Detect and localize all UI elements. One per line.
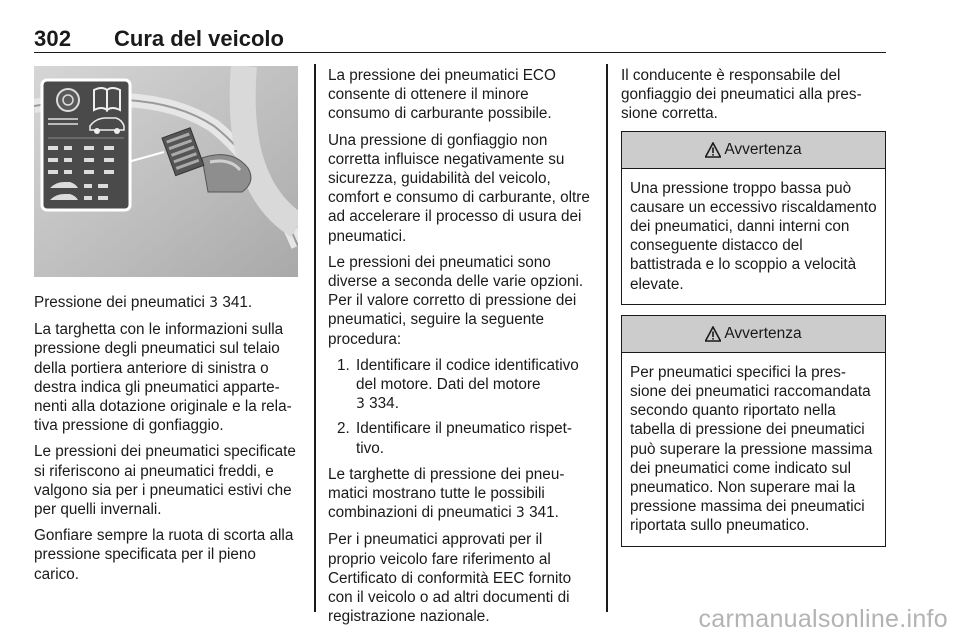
- column-divider: [606, 64, 608, 612]
- paragraph: Le pressioni dei pneumatici sono diverse a seconda delle varie opzioni. Per il valore corretto di pressione dei pneumatici, seguire la seguente procedura:: [328, 253, 584, 348]
- paragraph: Le pressioni dei pneumatici specificate si riferiscono ai pneumatici freddi, e valgono sia per i pneumatici estivi che per quelli invernali.: [34, 443, 296, 519]
- column-3: [621, 66, 886, 557]
- page-reference[interactable]: 341.: [529, 504, 559, 522]
- warning-text: Per pneumatici specifici la pressione dei pneumatici raccomandata secondo quanto riportato nella tabella di pressione dei pneumatici può superare la pressione massima dei pneumatici come indicato sul pneumatico. Non superare mai la pressione massima dei pneumatici riportata sullo pneumatico.: [630, 363, 873, 535]
- warning-title: Avvertenza: [724, 141, 802, 158]
- column-divider: [314, 64, 316, 612]
- warning-text: Una pressione troppo bassa può causare un eccessivo riscaldamento dei pneumatici, danni interni con conseguente distacco del battistrada e lo scoppio a velocità elevate.: [630, 179, 877, 293]
- page-reference[interactable]: 341.: [222, 294, 253, 311]
- tyre-pressure-label-illustration: [34, 66, 298, 277]
- step-item: 2. Identificare il pneumatico rispettivo.: [354, 419, 592, 457]
- paragraph: Gonfiare sempre la ruota di scorta alla pressione specificata per il pieno carico.: [34, 527, 294, 583]
- warning-box: [621, 131, 886, 305]
- paragraph: La targhetta con le informazioni sulla pressione degli pneumatici sul telaio della portiera anteriore di sinistra o destra indica gli pneumatici appartenenti alla dotazione originale e la relativa pressione di gonfiaggio.: [34, 321, 292, 435]
- section-title: Cura del veicolo: [114, 26, 284, 51]
- warning-triangle-icon: [705, 142, 721, 158]
- page-reference-icon: 3: [515, 505, 525, 522]
- warning-box: [621, 315, 886, 547]
- page-number: 302: [34, 26, 72, 51]
- column-1: [34, 66, 300, 591]
- column-2: [328, 66, 592, 633]
- page-reference-icon: 3: [209, 295, 219, 311]
- figure-caption: Pressione dei pneumatici 3 341.: [34, 294, 253, 311]
- watermark: carmanualsonline.info: [698, 605, 948, 633]
- paragraph: Le targhette di pressione dei pneumatici mostrano tutte le possibili combinazioni di pneumatici 3 341.: [328, 465, 565, 522]
- warning-title: Avvertenza: [724, 325, 802, 343]
- procedure-steps: [328, 356, 592, 458]
- paragraph: Una pressione di gonfiaggio non corretta influisce negativamente su sicurezza, guidabilità del veicolo, comfort e consumo di carburante, oltre ad accelerare il processo di usura dei pneumatici.: [328, 131, 590, 245]
- tyre-pressure-label-figure: [34, 66, 298, 277]
- warning-triangle-icon: [705, 326, 721, 342]
- warning-header: [622, 132, 885, 169]
- step-item: 1. Identificare il codice identificativo del motore. Dati del motore 3 334.: [354, 356, 592, 415]
- paragraph: Per i pneumatici approvati per il proprio veicolo fare riferimento al Certificato di conformità EEC fornito con il veicolo o ad altri documenti di registrazione nazionale.: [328, 531, 572, 626]
- page-reference-icon: 3: [356, 396, 365, 413]
- paragraph: Il conducente è responsabile del gonfiaggio dei pneumatici alla pressione corretta.: [621, 67, 862, 123]
- paragraph: La pressione dei pneumatici ECO consente di ottenere il minore consumo di carburante possibile.: [328, 67, 556, 123]
- warning-header: [622, 316, 885, 353]
- page-header: [34, 20, 886, 53]
- page-reference[interactable]: 334.: [369, 395, 399, 413]
